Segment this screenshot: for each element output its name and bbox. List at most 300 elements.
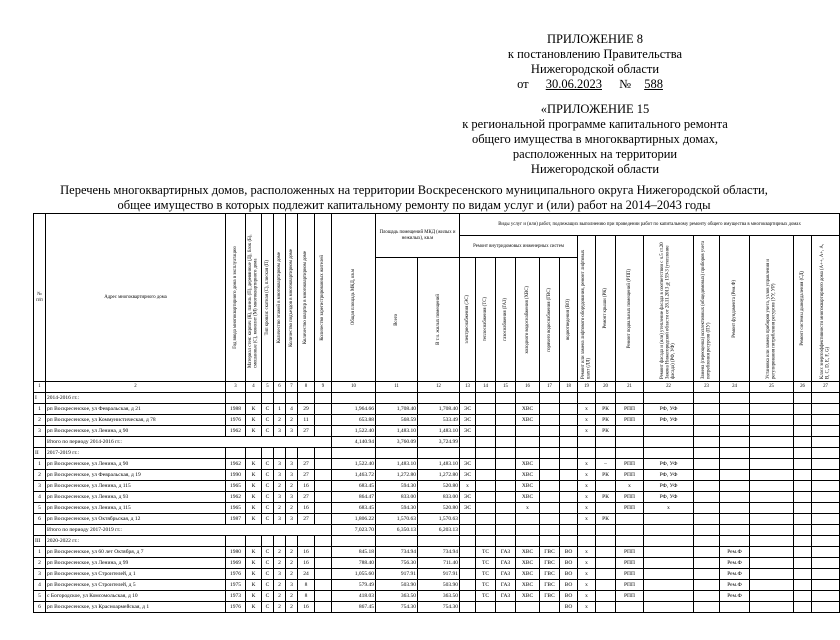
table-cell: рп Воскресенское, ул Февральская, д 21 [46,404,226,415]
empty-cell [720,525,750,536]
table-cell: рп Воскресенское, ул 60 лет Октября, д 7 [46,547,226,558]
column-number: 21 [616,382,644,393]
column-number: 10 [332,382,376,393]
table-cell: 1975 [226,580,246,591]
table-cell: РФ, УФ [644,492,694,503]
table-cell: 1 [34,404,46,415]
table-cell: х [578,415,596,426]
table-cell: К [246,569,262,580]
table-cell [496,459,516,470]
table-cell: х [644,503,694,514]
table-cell [540,492,560,503]
table-cell [720,426,750,437]
empty-cell [720,393,750,404]
table-cell: 1962 [226,492,246,503]
table-cell: 3 [274,569,286,580]
table-row [34,569,840,580]
column-number: 26 [794,382,812,393]
table-cell: К [246,415,262,426]
empty-cell [596,525,616,536]
empty-cell [596,393,616,404]
empty-cell [750,393,794,404]
empty-cell [460,437,476,448]
table-cell: РПП [616,470,644,481]
empty-cell [578,536,596,547]
table-cell: 833.00 [376,492,418,503]
table-cell: 520.80 [418,481,460,492]
table-cell: 711.40 [418,558,460,569]
table-cell: ТС [476,558,496,569]
table-cell [315,591,332,602]
decree-date: 30.06.2023 [545,77,602,91]
table-cell: РПП [616,580,644,591]
table-cell: 27 [298,426,315,437]
empty-cell [750,525,794,536]
table-cell: 2 [286,481,298,492]
program-header [440,102,750,177]
empty-cell [596,536,616,547]
empty-cell [315,393,332,404]
table-cell [476,481,496,492]
table-cell [694,470,720,481]
table-cell [750,470,794,481]
table-cell: ВО [560,569,578,580]
table-cell: 520.80 [418,503,460,514]
table-cell: 1 [274,404,286,415]
table-cell [460,569,476,580]
table-cell [794,470,812,481]
table-cell [694,591,720,602]
decree-header [470,32,720,92]
table-cell: ХВС [516,569,540,580]
table-cell [750,580,794,591]
empty-cell [794,437,812,448]
table-cell [644,591,694,602]
table-cell [596,602,616,613]
table-cell [540,481,560,492]
table-cell: 4 [34,580,46,591]
empty-cell [496,448,516,459]
table-cell [596,569,616,580]
table-cell: 6 [34,514,46,525]
table-cell: ГАЗ [496,547,516,558]
table-cell: ВО [560,547,578,558]
table-cell [315,470,332,481]
empty-cell [34,525,46,536]
table-cell [644,602,694,613]
column-number: 2 [46,382,226,393]
table-cell: 3 [274,459,286,470]
table-cell: 6 [34,602,46,613]
table-cell [315,415,332,426]
table-cell: рп Воскресенское, ул Ленина, д 90 [46,426,226,437]
empty-cell [516,448,540,459]
period-label: 2020-2022 гг.: [46,536,226,547]
table-cell: 2 [274,558,286,569]
table-cell [644,580,694,591]
table-cell: ХВС [516,470,540,481]
period-number: III [34,536,46,547]
table-cell: 594.30 [376,481,418,492]
table-cell: РПП [616,459,644,470]
table-cell: 1,708.40 [376,404,418,415]
table-cell [516,602,540,613]
table-cell [812,459,840,470]
table-cell [476,503,496,514]
table-cell: 2 [274,481,286,492]
empty-cell [694,448,720,459]
table-cell [720,492,750,503]
table-cell [720,602,750,613]
table-cell: 2 [274,591,286,602]
table-cell: 2 [274,547,286,558]
empty-cell [694,525,720,536]
table-cell: 683.45 [332,503,376,514]
table-cell [315,426,332,437]
table-cell: РПП [616,558,644,569]
header-year: Год ввода многоквартирного дома в эксплуатацию [232,246,238,349]
table-cell [476,470,496,481]
table-cell: ХВС [516,404,540,415]
table-cell: рп Воскресенское, ул Ленина, д 115 [46,503,226,514]
table-cell [460,580,476,591]
table-cell [476,459,496,470]
empty-cell [794,536,812,547]
table-cell: К [246,580,262,591]
table-cell [644,547,694,558]
empty-cell [274,393,286,404]
table-cell: 27 [298,459,315,470]
table-cell [315,547,332,558]
empty-cell [616,437,644,448]
column-numbers-row [34,382,840,393]
table-cell: 29 [298,404,315,415]
header-num: № п/п [34,214,46,382]
table-cell: 1973 [226,591,246,602]
table-cell: С [262,558,274,569]
empty-cell [596,448,616,459]
table-cell [812,470,840,481]
table-cell [540,470,560,481]
table-cell: ЭС [460,470,476,481]
column-number: 12 [418,382,460,393]
table-cell: 683.45 [332,481,376,492]
table-cell: рп Воскресенское, ул Октябрьская, д 12 [46,514,226,525]
period-label: 2014-2016 гг.: [46,393,226,404]
table-cell: К [246,470,262,481]
table-cell: ХВС [516,591,540,602]
period-total-label: Итого по периоду 2014-2016 гг.: [46,437,332,448]
table-cell: К [246,547,262,558]
table-cell: ХВС [516,547,540,558]
table-cell [720,514,750,525]
table-cell [315,503,332,514]
title-line-1: Перечень многоквартирных домов, расположенных на территории Воскресенского муниципального округа Нижегородской области, [60,183,768,197]
column-number: 20 [596,382,616,393]
column-number: 13 [460,382,476,393]
table-cell: К [246,514,262,525]
decree-line-1: к постановлению Правительства [507,47,683,61]
empty-cell [262,448,274,459]
table-cell [694,404,720,415]
table-cell [315,514,332,525]
table-row [34,404,840,415]
table-cell: 1,964.66 [332,404,376,415]
table-body [34,393,840,613]
table-cell: ЭС [460,415,476,426]
empty-cell [794,448,812,459]
table-cell: рп Воскресенское, ул Ленина, д 93 [46,492,226,503]
empty-cell [644,536,694,547]
table-cell [596,558,616,569]
table-cell: 917.91 [418,569,460,580]
table-cell: ГАЗ [496,580,516,591]
empty-cell [540,536,560,547]
empty-cell [720,437,750,448]
table-cell: х [578,580,596,591]
table-cell: х [616,481,644,492]
period-row [34,393,840,404]
table-cell: 3 [274,514,286,525]
empty-cell [560,448,578,459]
empty-cell [460,525,476,536]
table-cell: 2 [286,569,298,580]
table-cell [315,602,332,613]
table-cell: С [262,580,274,591]
table-cell [750,481,794,492]
table-cell [476,514,496,525]
program-line-4: Нижегородской области [530,162,660,176]
table-cell [720,481,750,492]
program-appendix: «ПРИЛОЖЕНИЕ 15 [540,102,650,116]
table-cell: 3 [34,569,46,580]
table-cell: 867.45 [332,602,376,613]
table-cell [560,503,578,514]
column-number: 15 [496,382,516,393]
table-row [34,459,840,470]
empty-cell [332,393,376,404]
empty-cell [750,437,794,448]
table-cell: ТС [476,591,496,602]
table-cell: С [262,481,274,492]
table-cell: Рем.Ф [720,591,750,602]
column-number: 9 [315,382,332,393]
table-cell: РПП [616,415,644,426]
table-cell: рп Воскресенское, ул Строителей, д 1 [46,569,226,580]
table-cell: 16 [298,558,315,569]
table-cell [812,591,840,602]
header-smoke: Ремонт системы дымоудаления (СД) [799,271,805,346]
table-cell [496,492,516,503]
table-cell: х [578,503,596,514]
table-cell: 2 [34,558,46,569]
table-cell [694,569,720,580]
column-number: 19 [578,382,596,393]
table-cell [812,404,840,415]
decree-line-2: Нижегородской области [530,62,660,76]
column-number: 24 [720,382,750,393]
table-cell: ЭС [460,492,476,503]
table-cell [750,558,794,569]
table-cell [540,426,560,437]
table-cell: 503.90 [376,580,418,591]
table-cell: ГАЗ [496,558,516,569]
header-units: Установка или замена приборов учета, узлов управления и регулирования потребления ресурсов (УУ, УР) [766,258,777,379]
table-cell: 845.18 [332,547,376,558]
column-number: 5 [262,382,274,393]
table-cell: 1976 [226,569,246,580]
empty-cell [332,448,376,459]
empty-cell [298,448,315,459]
table-row [34,415,840,426]
table-cell: 3 [274,426,286,437]
table-cell [616,514,644,525]
empty-cell [298,393,315,404]
table-cell: 1,522.40 [332,459,376,470]
table-cell: К [246,426,262,437]
table-cell: ВО [560,558,578,569]
table-cell [694,415,720,426]
empty-cell [720,448,750,459]
table-cell [812,602,840,613]
table-cell [794,503,812,514]
table-cell [750,602,794,613]
table-cell: РФ, УФ [644,415,694,426]
table-cell: рп Воскресенское, ул Коммунистическая, д 78 [46,415,226,426]
table-cell [720,459,750,470]
table-cell: с Богородское, ул Комсомольская, д 10 [46,591,226,602]
table-cell: РФ, УФ [644,404,694,415]
header-entrances: Количество подъездов в многоквартирном доме [288,248,294,347]
table-cell: 833.00 [418,492,460,503]
table-cell: РФ, УФ [644,459,694,470]
empty-cell [812,525,840,536]
table-cell: 3 [286,470,298,481]
empty-cell [376,536,418,547]
table-cell: С [262,547,274,558]
table-cell [750,514,794,525]
table-cell [476,492,496,503]
table-cell: х [578,569,596,580]
table-cell: ГВС [540,591,560,602]
header-roof-repair: Ремонт крыши (РК) [602,288,608,329]
table-cell: 2 [274,415,286,426]
table-cell: ГВС [540,547,560,558]
empty-cell [616,448,644,459]
number-sign: № [619,77,632,91]
column-number: 17 [540,382,560,393]
table-cell: 2 [274,503,286,514]
table-cell: РПП [616,591,644,602]
table-cell: ЭС [460,404,476,415]
empty-cell [644,525,694,536]
table-cell: 4 [34,492,46,503]
period-total-value: 4,140.94 [332,437,376,448]
table-cell: ЭС [460,459,476,470]
table-cell: 3 [274,470,286,481]
table-row [34,470,840,481]
table-cell [720,415,750,426]
period-row [34,448,840,459]
empty-cell [720,536,750,547]
empty-cell [694,437,720,448]
table-cell: ХВС [516,459,540,470]
table-cell [540,404,560,415]
table-cell [812,426,840,437]
table-cell: 2 [34,415,46,426]
table-cell: 3 [286,426,298,437]
table-cell: 24 [298,569,315,580]
empty-cell [496,437,516,448]
table-cell: 27 [298,492,315,503]
table-cell: К [246,492,262,503]
header-works-group: Виды услуг и (или) работ, подлежащих выполнению при проведении работ по капитальному ремонту общего имущества в многоквартирных домах [460,214,840,236]
table-cell: С [262,470,274,481]
table-cell: 568.59 [376,415,418,426]
table-cell [460,514,476,525]
empty-cell [694,536,720,547]
document-title [30,183,798,213]
table-cell [560,470,578,481]
table-cell: 1 [34,459,46,470]
table-cell [694,492,720,503]
table-cell [694,558,720,569]
table-cell: РПП [616,569,644,580]
table-cell [460,547,476,558]
empty-cell [560,536,578,547]
table-cell: х [578,459,596,470]
empty-cell [812,437,840,448]
table-cell [560,481,578,492]
table-cell: ХВС [516,492,540,503]
table-cell: Рем.Ф [720,580,750,591]
table-cell: ХВС [516,558,540,569]
table-cell: ХВС [516,481,540,492]
table-cell [720,404,750,415]
empty-cell [578,437,596,448]
table-cell: 2 [286,503,298,514]
empty-cell [496,525,516,536]
empty-cell [315,536,332,547]
table-cell: 27 [298,514,315,525]
table-cell: РК [596,470,616,481]
table-cell: х [578,481,596,492]
table-row [34,514,840,525]
table-cell [616,602,644,613]
table-cell [560,415,578,426]
table-cell: ГВС [540,580,560,591]
empty-cell [274,536,286,547]
header-meters: Замена (переоценка) коллективных (общедомовых) приборов учета потребления ресурсов (ПУ) [701,240,712,379]
table-cell: х [578,514,596,525]
table-cell [315,492,332,503]
table-cell: ТС [476,569,496,580]
table-cell: С [262,492,274,503]
table-cell: – [596,459,616,470]
table-cell: 594.30 [376,503,418,514]
empty-cell [540,393,560,404]
empty-cell [694,393,720,404]
table-cell: 1,522.40 [332,426,376,437]
table-cell [794,415,812,426]
empty-cell [418,448,460,459]
empty-cell [616,536,644,547]
table-cell [560,514,578,525]
table-cell: 16 [298,602,315,613]
period-total-row [34,525,840,536]
header-cold-water: холодного водоснабжения (ХВС) [524,285,530,354]
table-cell: 756.30 [376,558,418,569]
